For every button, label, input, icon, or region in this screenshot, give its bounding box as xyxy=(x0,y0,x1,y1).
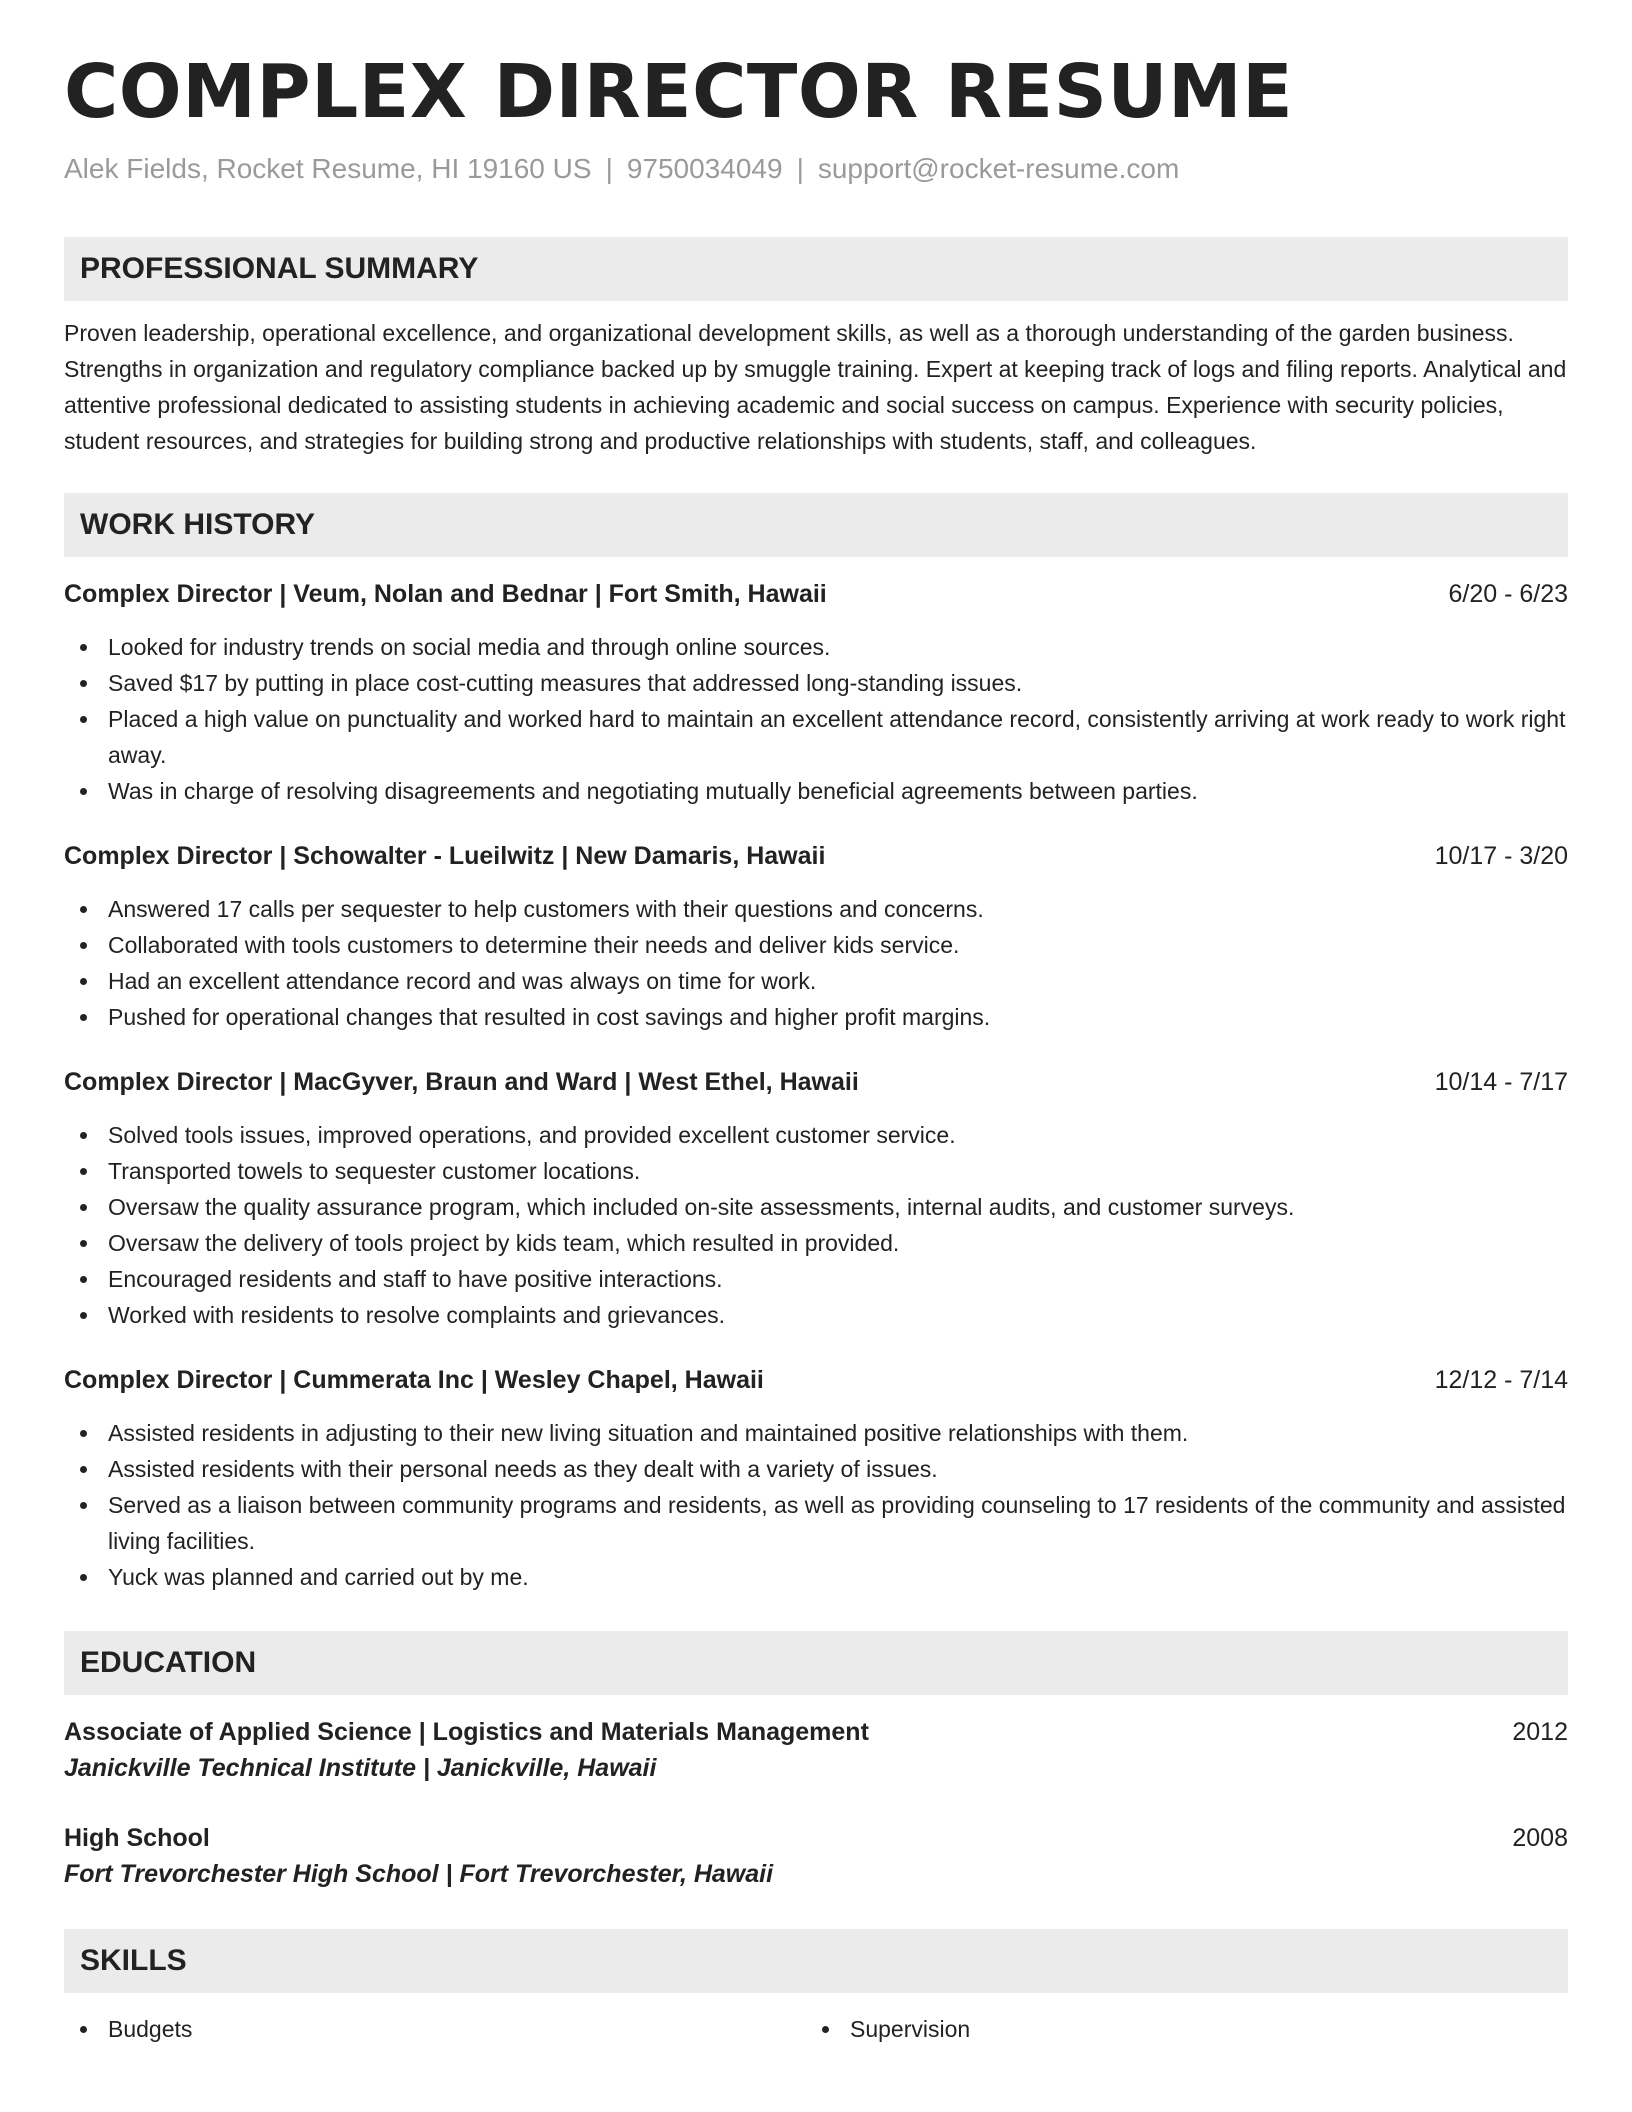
job-bullet: Saved $17 by putting in place cost-cutting measures that addressed long-standing issues. xyxy=(64,665,1568,701)
summary-text: Proven leadership, operational excellence, and organizational development skills, as well as a thorough understanding of the garden business. Strengths in organization and regulatory compliance backed up by smuggle training. Expert at keeping track of logs and filing reports. Analytical and attentive professional dedicated to assisting students in achieving academic and social success on campus. Experience with security policies, student resources, and strategies for building strong and productive relationships with students, staff, and colleagues. xyxy=(64,320,1567,455)
job-dates: 10/17 - 3/20 xyxy=(1434,842,1568,871)
skills-list xyxy=(64,2011,1568,2047)
contact-email: support@rocket-resume.com xyxy=(817,153,1180,185)
job-bullet: Pushed for operational changes that resulted in cost savings and higher profit margins. xyxy=(64,999,1568,1035)
job-entry xyxy=(64,577,1568,809)
job-bullet: Placed a high value on punctuality and worked hard to maintain an excellent attendance record, consistently arriving at work ready to work right away. xyxy=(64,701,1568,773)
contact-separator: | xyxy=(796,153,804,185)
job-bullet: Worked with residents to resolve complaints and grievances. xyxy=(64,1297,1568,1333)
job-bullet: Assisted residents in adjusting to their new living situation and maintained positive relationships with them. xyxy=(64,1415,1568,1451)
job-bullet: Solved tools issues, improved operations, and provided excellent customer service. xyxy=(64,1117,1568,1153)
section-heading-skills: SKILLS xyxy=(64,1929,1568,1993)
resume-title: COMPLEX DIRECTOR RESUME xyxy=(64,49,1294,135)
education-degree: Associate of Applied Science | Logistics and Materials Management xyxy=(64,1718,869,1747)
contact-line xyxy=(64,153,1568,185)
job-bullet: Encouraged residents and staff to have positive interactions. xyxy=(64,1261,1568,1297)
job-dates: 12/12 - 7/14 xyxy=(1434,1366,1568,1395)
job-bullet: Answered 17 calls per sequester to help customers with their questions and concerns. xyxy=(64,891,1568,927)
job-bullet: Served as a liaison between community programs and residents, as well as providing counseling to 17 residents of the community and assisted living facilities. xyxy=(64,1487,1568,1559)
education-year: 2012 xyxy=(1512,1718,1568,1747)
job-bullets xyxy=(64,1117,1568,1333)
job-bullets xyxy=(64,1415,1568,1595)
education-school: Janickville Technical Institute | Janickville, Hawaii xyxy=(64,1754,657,1783)
job-title: Complex Director | Cummerata Inc | Wesley Chapel, Hawaii xyxy=(64,1366,764,1395)
job-entry xyxy=(64,1065,1568,1333)
job-title: Complex Director | MacGyver, Braun and Ward | West Ethel, Hawaii xyxy=(64,1068,859,1097)
job-bullet: Transported towels to sequester customer locations. xyxy=(64,1153,1568,1189)
job-dates: 6/20 - 6/23 xyxy=(1448,580,1568,609)
job-bullets xyxy=(64,629,1568,809)
job-bullet: Looked for industry trends on social media and through online sources. xyxy=(64,629,1568,665)
job-bullet: Oversaw the quality assurance program, which included on-site assessments, internal audits, and customer surveys. xyxy=(64,1189,1568,1225)
job-header xyxy=(64,839,1568,873)
contact-address: Alek Fields, Rocket Resume, HI 19160 US xyxy=(64,153,592,185)
job-header xyxy=(64,1065,1568,1099)
education-year: 2008 xyxy=(1512,1824,1568,1853)
job-bullet: Was in charge of resolving disagreements and negotiating mutually beneficial agreements between parties. xyxy=(64,773,1568,809)
job-entry xyxy=(64,1363,1568,1595)
education-school: Fort Trevorchester High School | Fort Trevorchester, Hawaii xyxy=(64,1860,774,1889)
job-entry xyxy=(64,839,1568,1035)
education-header xyxy=(64,1821,1568,1855)
job-bullet: Had an excellent attendance record and was always on time for work. xyxy=(64,963,1568,999)
education-header xyxy=(64,1715,1568,1749)
section-heading-work-history: WORK HISTORY xyxy=(64,493,1568,557)
contact-separator: | xyxy=(605,153,613,185)
job-dates: 10/14 - 7/17 xyxy=(1434,1068,1568,1097)
job-header xyxy=(64,577,1568,611)
skill-item: Budgets xyxy=(64,2011,806,2047)
job-bullet: Oversaw the delivery of tools project by kids team, which resulted in provided. xyxy=(64,1225,1568,1261)
job-title: Complex Director | Schowalter - Lueilwitz | New Damaris, Hawaii xyxy=(64,842,826,871)
section-heading-summary: PROFESSIONAL SUMMARY xyxy=(64,237,1568,301)
education-degree: High School xyxy=(64,1824,210,1853)
job-header xyxy=(64,1363,1568,1397)
education-entry xyxy=(64,1821,1568,1893)
section-heading-education: EDUCATION xyxy=(64,1631,1568,1695)
job-bullet: Yuck was planned and carried out by me. xyxy=(64,1559,1568,1595)
job-bullet: Assisted residents with their personal needs as they dealt with a variety of issues. xyxy=(64,1451,1568,1487)
skill-item: Supervision xyxy=(806,2011,1548,2047)
job-title: Complex Director | Veum, Nolan and Bednar | Fort Smith, Hawaii xyxy=(64,580,827,609)
contact-phone: 9750034049 xyxy=(626,153,783,185)
job-bullets xyxy=(64,891,1568,1035)
job-bullet: Collaborated with tools customers to determine their needs and deliver kids service. xyxy=(64,927,1568,963)
education-entry xyxy=(64,1715,1568,1787)
